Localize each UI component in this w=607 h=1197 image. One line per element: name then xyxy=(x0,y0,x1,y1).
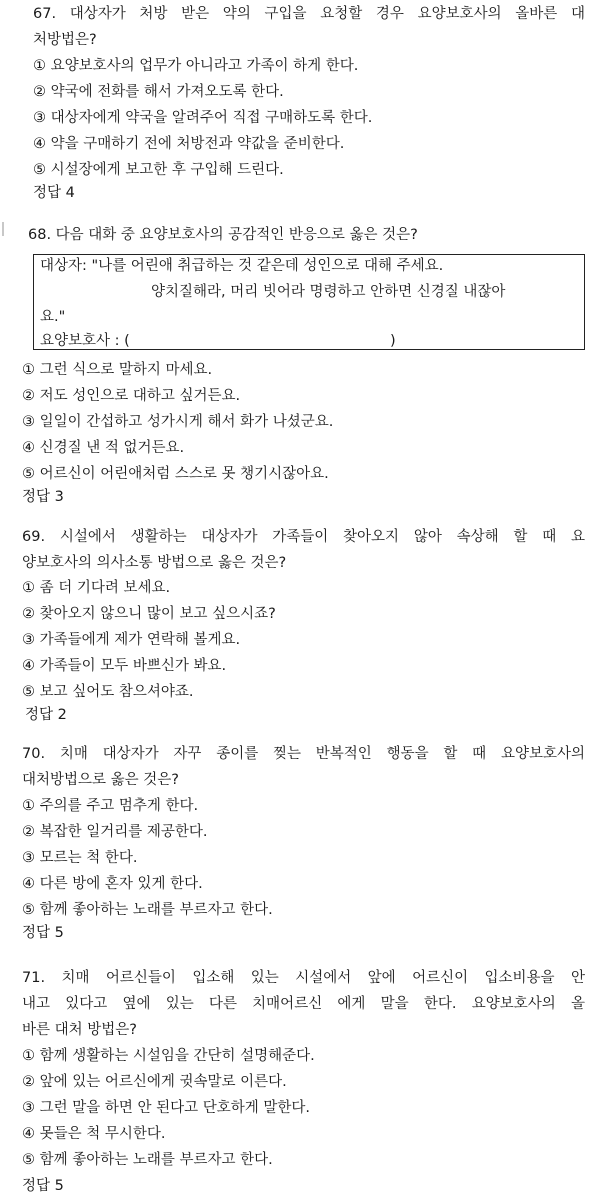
option-4: ④ 신경질 낸 적 없거든요. xyxy=(22,440,185,456)
option-1: ① 함께 생활하는 시설임을 간단히 설명해준다. xyxy=(22,1048,315,1064)
option-4: ④ 못들은 척 무시한다. xyxy=(22,1126,166,1142)
option-2: ② 앞에 있는 어르신에게 귓속말로 이른다. xyxy=(22,1074,287,1090)
question-stem-line: 대처방법으로 옳은 것은? xyxy=(22,772,179,788)
question-stem-line: 바른 대처 방법은? xyxy=(22,1022,137,1038)
answer-label: 정답 5 xyxy=(22,925,64,941)
option-1: ① 그런 식으로 말하지 마세요. xyxy=(22,362,213,378)
answer-label: 정답 2 xyxy=(25,707,67,723)
answer-label: 정답 5 xyxy=(22,1178,64,1194)
question-stem-line: 71. 치매 어르신들이 입소해 있는 시설에서 앞에 어르신이 입소비용을 안 xyxy=(22,970,585,986)
option-4: ④ 가족들이 모두 바쁘신가 봐요. xyxy=(22,658,227,674)
question-stem-line: 70. 치매 대상자가 자꾸 종이를 찢는 반복적인 행동을 할 때 요양보호사의 xyxy=(22,746,585,762)
option-5: ⑤ 함께 좋아하는 노래를 부르자고 한다. xyxy=(22,902,273,918)
option-2: ② 복잡한 일거리를 제공한다. xyxy=(22,824,208,840)
dialog-answer-prefix: 요양보호사 : ( xyxy=(40,333,130,349)
dialog-line: 양치질해라, 머리 빗어라 명령하고 안하면 신경질 내잖아 xyxy=(151,284,506,300)
option-5: ⑤ 보고 싶어도 참으셔야죠. xyxy=(22,684,194,700)
option-1: ① 좀 더 기다려 보세요. xyxy=(22,580,171,596)
question-stem-line: 67. 대상자가 처방 받은 약의 구입을 요청할 경우 요양보호사의 올바른 대 xyxy=(33,6,585,22)
question-stem-line: 양보호사의 의사소통 방법으로 옳은 것은? xyxy=(22,555,287,571)
dialog-answer-close: ) xyxy=(390,333,396,349)
option-1: ① 주의를 주고 멈추게 한다. xyxy=(22,798,199,814)
option-5: ⑤ 어르신이 어린애처럼 스스로 못 챙기시잖아요. xyxy=(22,466,329,482)
question-stem-line: 내고 있다고 옆에 있는 다른 치매어르신 에게 말을 한다. 요양보호사의 올 xyxy=(22,996,585,1012)
option-2: ② 약국에 전화를 해서 가져오도록 한다. xyxy=(33,84,284,100)
option-4: ④ 약을 구매하기 전에 처방전과 약값을 준비한다. xyxy=(33,136,345,152)
question-stem-line: 69. 시설에서 생활하는 대상자가 가족들이 찾아오지 않아 속상해 할 때 요 xyxy=(22,529,585,545)
option-2: ② 저도 성인으로 대하고 싶거든요. xyxy=(22,388,241,404)
option-3: ③ 모르는 척 한다. xyxy=(22,850,138,866)
option-2: ② 찾아오지 않으니 많이 보고 싶으시죠? xyxy=(22,606,276,622)
answer-label: 정답 3 xyxy=(22,489,64,505)
question-stem-line: 68. 다음 대화 중 요양보호사의 공감적인 반응으로 옳은 것은? xyxy=(28,227,418,243)
question-stem-line: 처방법은? xyxy=(33,32,97,48)
option-3: ③ 대상자에게 약국을 알려주어 직접 구매하도록 한다. xyxy=(33,110,373,126)
answer-label: 정답 4 xyxy=(33,185,75,201)
option-3: ③ 그런 말을 하면 안 된다고 단호하게 말한다. xyxy=(22,1100,310,1116)
margin-mark xyxy=(2,222,4,236)
option-4: ④ 다른 방에 혼자 있게 한다. xyxy=(22,876,203,892)
dialog-line: 대상자: "나를 어린애 취급하는 것 같은데 성인으로 대해 주세요. xyxy=(40,258,444,274)
option-5: ⑤ 시설장에게 보고한 후 구입해 드린다. xyxy=(33,162,284,178)
option-3: ③ 가족들에게 제가 연락해 볼게요. xyxy=(22,632,241,648)
option-3: ③ 일일이 간섭하고 성가시게 해서 화가 나셨군요. xyxy=(22,414,334,430)
option-5: ⑤ 함께 좋아하는 노래를 부르자고 한다. xyxy=(22,1152,273,1168)
dialog-line: 요." xyxy=(40,309,66,325)
option-1: ① 요양보호사의 업무가 아니라고 가족이 하게 한다. xyxy=(33,58,359,74)
